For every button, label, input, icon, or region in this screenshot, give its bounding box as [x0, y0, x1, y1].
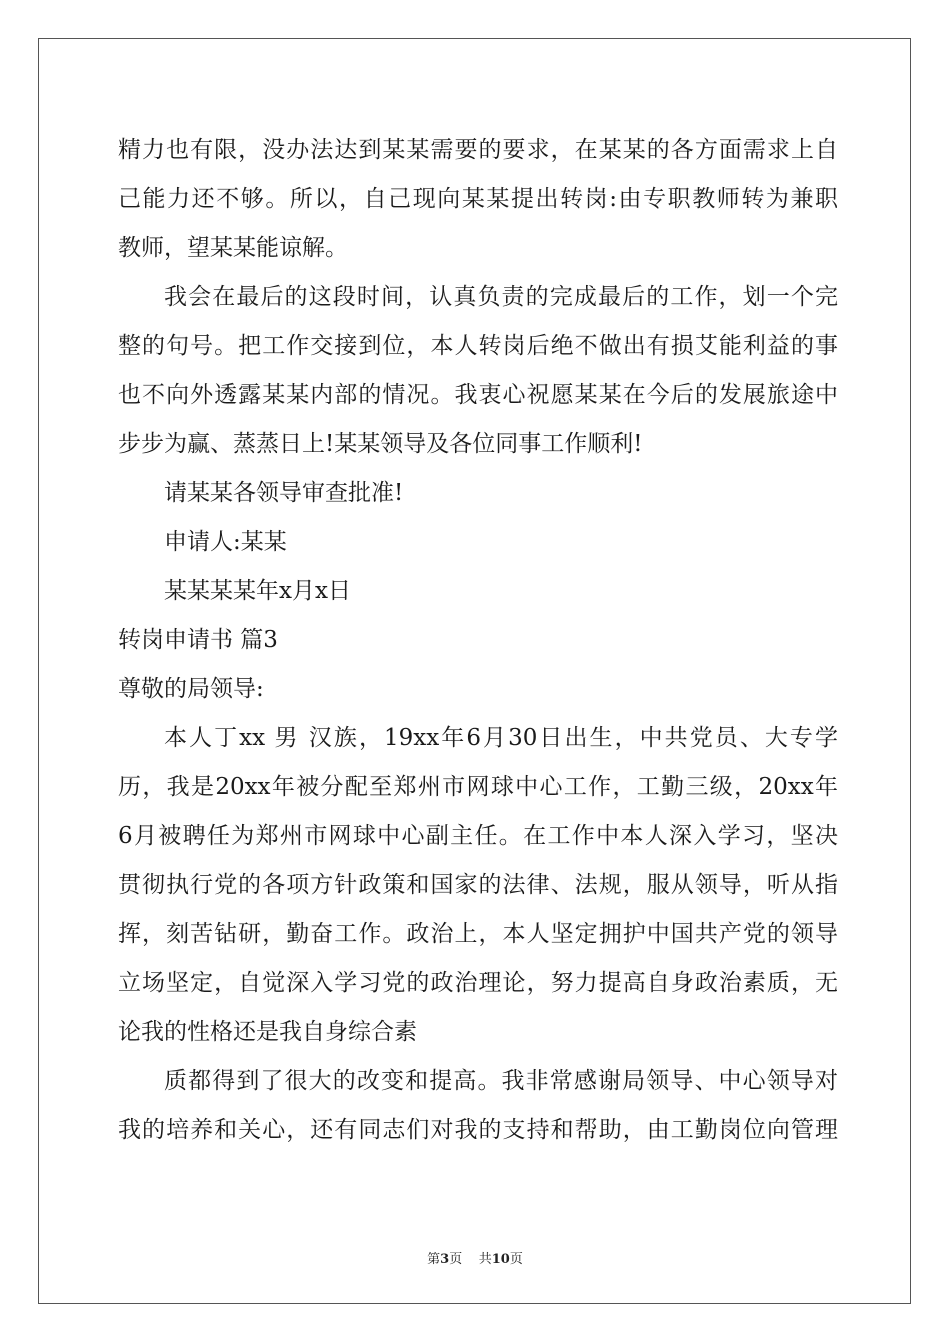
text-line: 立场坚定，自觉深入学习党的政治理论，努力提高自身政治素质，无 — [118, 970, 838, 996]
page-number: 3 — [440, 1252, 450, 1267]
text-line: 论我的性格还是我自身综合素 — [118, 1019, 417, 1045]
text-line: 尊敬的局领导: — [118, 676, 264, 702]
page-prefix: 第 — [427, 1252, 441, 1267]
text-line: 己能力还不够。所以，自己现向某某提出转岗:由专职教师转为兼职 — [118, 186, 838, 212]
text-line: 6月被聘任为郑州市网球中心副主任。在工作中本人深入学习，坚决 — [118, 823, 838, 849]
text-line: 历，我是20xx年被分配至郑州市网球中心工作，工勤三级，20xx年 — [118, 774, 838, 800]
text-line: 申请人:某某 — [164, 529, 287, 555]
text-line: 转岗申请书 篇3 — [118, 627, 278, 653]
text-line: 精力也有限，没办法达到某某需要的要求，在某某的各方面需求上自 — [118, 137, 838, 163]
page-suffix: 页 — [449, 1252, 463, 1267]
text-line: 我会在最后的这段时间，认真负责的完成最后的工作，划一个完 — [164, 284, 838, 310]
text-line: 质都得到了很大的改变和提高。我非常感谢局领导、中心领导对 — [164, 1068, 838, 1094]
total-prefix: 共 — [478, 1252, 492, 1267]
text-line: 也不向外透露某某内部的情况。我衷心祝愿某某在今后的发展旅途中 — [118, 382, 838, 408]
text-line: 步步为赢、蒸蒸日上!某某领导及各位同事工作顺利! — [118, 431, 643, 457]
text-line: 我的培养和关心，还有同志们对我的支持和帮助，由工勤岗位向管理 — [118, 1117, 838, 1143]
document-body — [118, 126, 838, 1155]
total-pages: 10 — [491, 1252, 510, 1267]
text-line: 贯彻执行党的各项方针政策和国家的法律、法规，服从领导，听从指 — [118, 872, 838, 898]
text-line: 本人丁xx 男 汉族，19xx年6月30日出生，中共党员、大专学 — [164, 725, 838, 751]
page-footer — [0, 1248, 950, 1267]
text-line: 教师，望某某能谅解。 — [118, 235, 348, 261]
text-line: 某某某某年x月x日 — [164, 578, 351, 604]
text-line: 请某某各领导审查批准! — [164, 480, 404, 506]
text-line: 挥，刻苦钻研，勤奋工作。政治上，本人坚定拥护中国共产党的领导 — [118, 921, 838, 947]
text-line: 整的句号。把工作交接到位，本人转岗后绝不做出有损艾能利益的事 — [118, 333, 838, 359]
total-suffix: 页 — [509, 1252, 523, 1267]
